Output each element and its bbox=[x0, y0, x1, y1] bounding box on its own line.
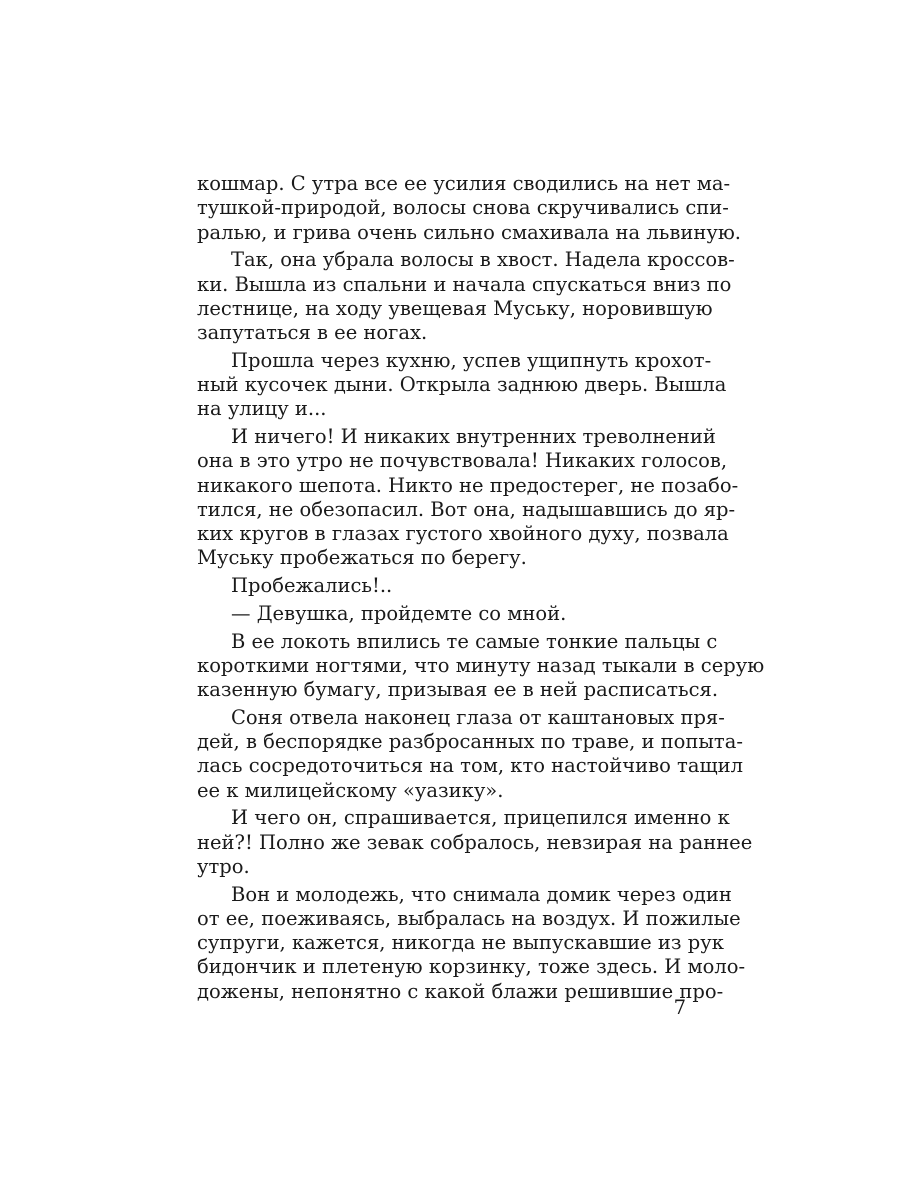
paragraph bbox=[197, 348, 727, 422]
page-number: 7 bbox=[673, 996, 686, 1019]
paragraph bbox=[197, 629, 765, 703]
text-line: бидончик и плетеную корзинку, тоже здесь. И моло- bbox=[197, 955, 746, 979]
text-line: никакого шепота. Никто не предостерег, не позабо- bbox=[197, 473, 739, 497]
body-text bbox=[197, 172, 765, 1004]
text-line: короткими ногтями, что минуту назад тыкали в серую bbox=[197, 653, 765, 677]
text-line: — Девушка, пройдемте со мной. bbox=[231, 601, 567, 625]
paragraph bbox=[197, 882, 746, 1004]
text-line: лась сосредоточиться на том, кто настойчиво тащил bbox=[197, 754, 743, 778]
text-line: утро. bbox=[197, 854, 250, 878]
text-line: Вон и молодежь, что снимала домик через один bbox=[231, 882, 732, 906]
text-line: ки. Вышла из спальни и начала спускаться вниз по bbox=[197, 272, 732, 296]
text-line: ее к милицейскому «уазику». bbox=[197, 778, 504, 802]
paragraph bbox=[197, 248, 735, 345]
text-line: супруги, кажется, никогда не выпускавшие из рук bbox=[197, 931, 724, 954]
text-line: Муську пробежаться по берегу. bbox=[197, 546, 527, 570]
text-line: на улицу и... bbox=[197, 397, 327, 421]
text-line: казенную бумагу, призывая ее в ней расписаться. bbox=[197, 678, 719, 701]
text-line: от ее, поеживаясь, выбралась на воздух. И пожилые bbox=[197, 906, 741, 930]
text-line: кошмар. С утра все ее усилия сводились на нет ма- bbox=[197, 172, 731, 195]
paragraph bbox=[197, 425, 739, 571]
text-line: Пробежались!.. bbox=[231, 574, 393, 597]
text-line: Так, она убрала волосы в хвост. Надела кроссов- bbox=[231, 248, 735, 272]
text-line: дей, в беспорядке разбросанных по траве, и попыта- bbox=[197, 730, 743, 753]
text-line: она в это утро не почувствовала! Никаких голосов, bbox=[197, 449, 728, 473]
text-line: ный кусочек дыни. Открыла заднюю дверь. Вышла bbox=[197, 373, 727, 396]
text-line: запутаться в ее ногах. bbox=[197, 321, 428, 344]
paragraph bbox=[197, 806, 753, 879]
text-line: ких кругов в глазах густого хвойного духу, позвала bbox=[197, 522, 729, 545]
text-line: И ничего! И никаких внутренних треволнений bbox=[231, 425, 716, 448]
text-line: дожены, непонятно с какой блажи решившие про- bbox=[197, 979, 724, 1003]
paragraph bbox=[197, 172, 741, 245]
text-line: лестнице, на ходу увещевая Муську, норовившую bbox=[197, 296, 713, 320]
text-line: тился, не обезопасил. Вот она, надышавшись до яр- bbox=[197, 497, 736, 521]
text-line: тушкой-природой, волосы снова скручивались спи- bbox=[197, 196, 729, 220]
text-line: В ее локоть впились те самые тонкие пальцы с bbox=[231, 629, 718, 653]
text-line: ралью, и грива очень сильно смахивала на львиную. bbox=[197, 220, 741, 244]
paragraph bbox=[197, 574, 687, 598]
paragraph bbox=[197, 602, 687, 626]
text-line: И чего он, спрашивается, прицепился именно к bbox=[231, 806, 730, 830]
text-line: ней?! Полно же зевак собралось, невзирая на раннее bbox=[197, 830, 753, 854]
text-line: Соня отвела наконец глаза от каштановых пря- bbox=[231, 705, 725, 729]
text-line: Прошла через кухню, успев ущипнуть крохот- bbox=[231, 348, 712, 372]
paragraph bbox=[197, 705, 743, 803]
